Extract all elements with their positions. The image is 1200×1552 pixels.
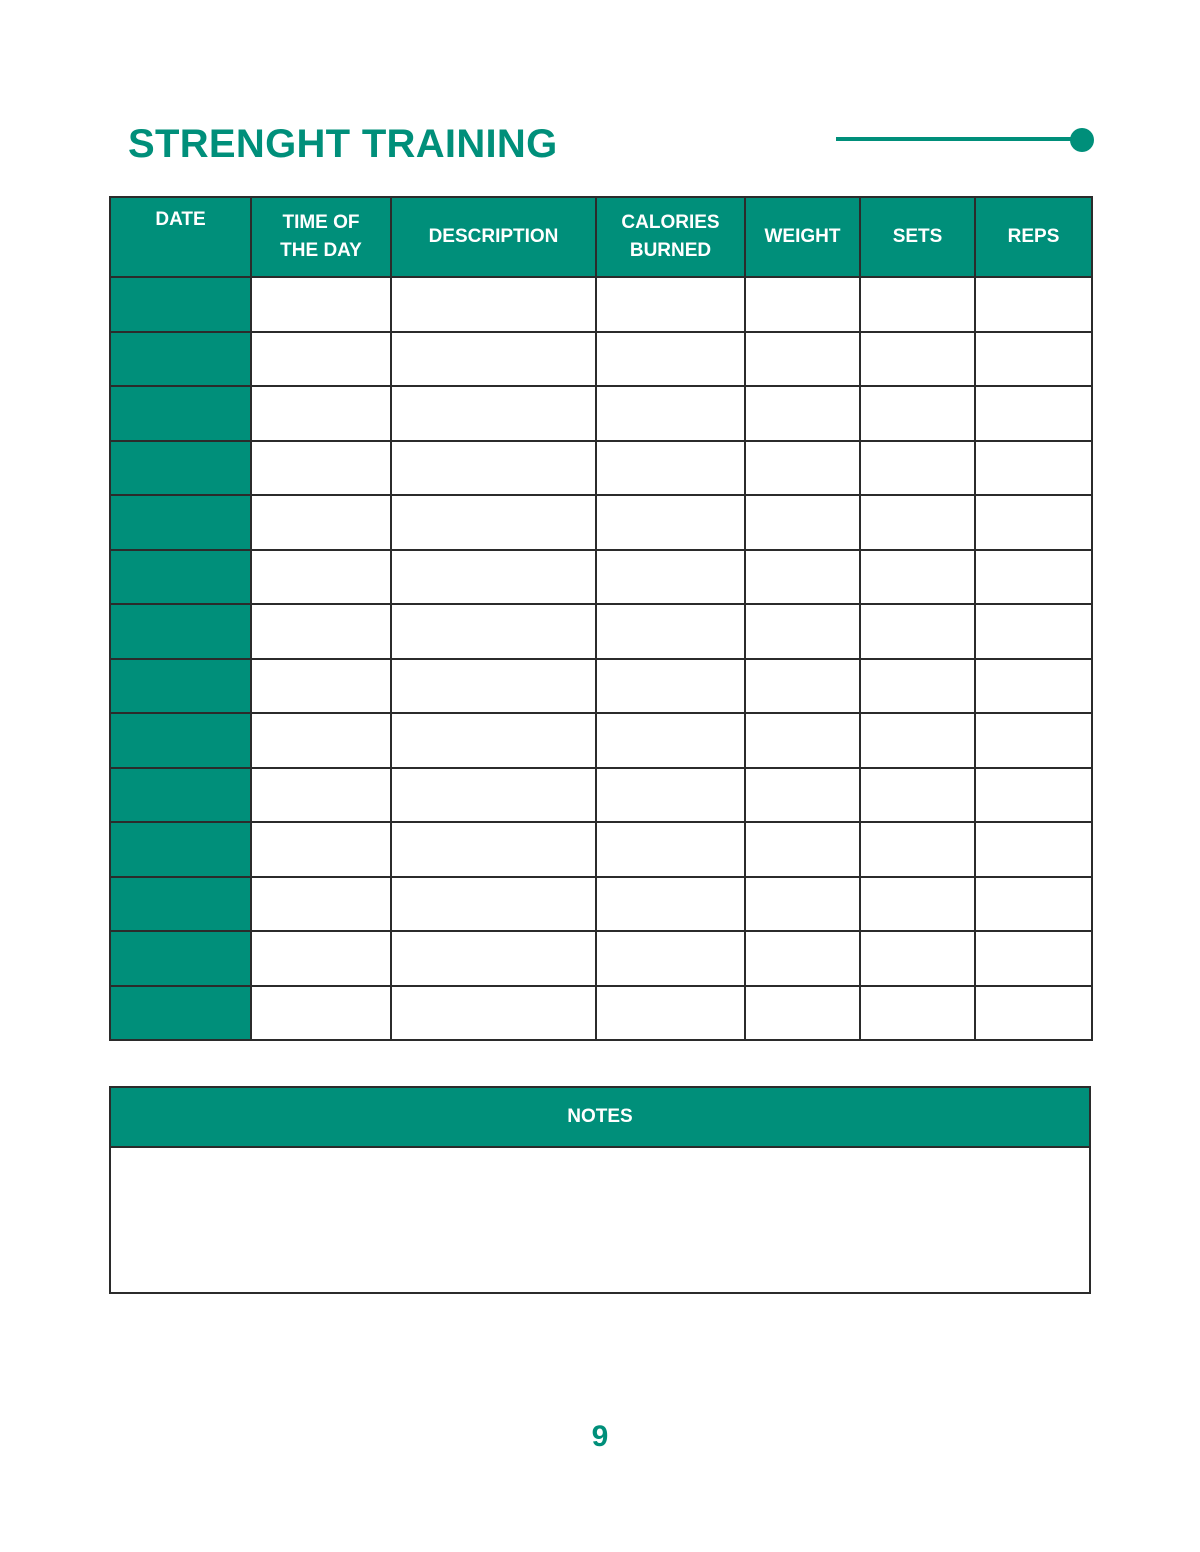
table-row [110, 386, 1092, 441]
time-of-day-cell[interactable] [251, 332, 391, 387]
weight-cell[interactable] [745, 713, 860, 768]
notes-box [109, 1086, 1091, 1294]
sets-cell[interactable] [860, 986, 975, 1041]
column-header-date: DATE [110, 197, 251, 277]
weight-cell[interactable] [745, 822, 860, 877]
table-row [110, 713, 1092, 768]
date-cell[interactable] [110, 822, 251, 877]
description-cell[interactable] [391, 877, 596, 932]
sets-cell[interactable] [860, 877, 975, 932]
weight-cell[interactable] [745, 332, 860, 387]
sets-cell[interactable] [860, 386, 975, 441]
decorative-line [836, 137, 1082, 141]
weight-cell[interactable] [745, 604, 860, 659]
time-of-day-cell[interactable] [251, 550, 391, 605]
column-header-description: DESCRIPTION [391, 197, 596, 277]
calories-burned-cell[interactable] [596, 495, 745, 550]
time-of-day-cell[interactable] [251, 877, 391, 932]
weight-cell[interactable] [745, 659, 860, 714]
page-title: STRENGHT TRAINING [128, 122, 558, 166]
weight-cell[interactable] [745, 768, 860, 823]
table-row [110, 768, 1092, 823]
sets-cell[interactable] [860, 277, 975, 332]
description-cell[interactable] [391, 768, 596, 823]
reps-cell[interactable] [975, 659, 1092, 714]
column-header-calories-burned-label: CALORIES BURNED [621, 212, 720, 261]
time-of-day-cell[interactable] [251, 495, 391, 550]
reps-cell[interactable] [975, 604, 1092, 659]
weight-cell[interactable] [745, 386, 860, 441]
table-row [110, 986, 1092, 1041]
time-of-day-cell[interactable] [251, 386, 391, 441]
calories-burned-cell[interactable] [596, 550, 745, 605]
date-cell[interactable] [110, 441, 251, 496]
description-cell[interactable] [391, 277, 596, 332]
description-cell[interactable] [391, 931, 596, 986]
table-row [110, 931, 1092, 986]
table-row [110, 659, 1092, 714]
date-cell[interactable] [110, 931, 251, 986]
weight-cell[interactable] [745, 277, 860, 332]
description-cell[interactable] [391, 659, 596, 714]
calories-burned-cell[interactable] [596, 441, 745, 496]
description-cell[interactable] [391, 822, 596, 877]
table-row [110, 604, 1092, 659]
calories-burned-cell[interactable] [596, 386, 745, 441]
date-cell[interactable] [110, 386, 251, 441]
weight-cell[interactable] [745, 877, 860, 932]
description-cell[interactable] [391, 386, 596, 441]
page-number: 9 [591, 1420, 609, 1453]
date-cell[interactable] [110, 550, 251, 605]
table-row [110, 877, 1092, 932]
reps-cell[interactable] [975, 277, 1092, 332]
calories-burned-cell[interactable] [596, 822, 745, 877]
table-row [110, 550, 1092, 605]
date-cell[interactable] [110, 659, 251, 714]
time-of-day-cell[interactable] [251, 604, 391, 659]
date-cell[interactable] [110, 495, 251, 550]
table-row [110, 277, 1092, 332]
reps-cell[interactable] [975, 986, 1092, 1041]
reps-cell[interactable] [975, 931, 1092, 986]
description-cell[interactable] [391, 986, 596, 1041]
time-of-day-cell[interactable] [251, 768, 391, 823]
reps-cell[interactable] [975, 495, 1092, 550]
date-cell[interactable] [110, 604, 251, 659]
description-cell[interactable] [391, 441, 596, 496]
column-header-reps: REPS [975, 197, 1092, 277]
sets-cell[interactable] [860, 659, 975, 714]
weight-cell[interactable] [745, 986, 860, 1041]
time-of-day-cell[interactable] [251, 986, 391, 1041]
table-header-row [110, 197, 1092, 277]
reps-cell[interactable] [975, 877, 1092, 932]
description-cell[interactable] [391, 604, 596, 659]
weight-cell[interactable] [745, 441, 860, 496]
table-row [110, 495, 1092, 550]
sets-cell[interactable] [860, 604, 975, 659]
reps-cell[interactable] [975, 441, 1092, 496]
notes-header: NOTES [111, 1088, 1089, 1148]
sets-cell[interactable] [860, 931, 975, 986]
description-cell[interactable] [391, 713, 596, 768]
reps-cell[interactable] [975, 768, 1092, 823]
calories-burned-cell[interactable] [596, 659, 745, 714]
calories-burned-cell[interactable] [596, 604, 745, 659]
calories-burned-cell[interactable] [596, 277, 745, 332]
date-cell[interactable] [110, 877, 251, 932]
reps-cell[interactable] [975, 713, 1092, 768]
table-row [110, 332, 1092, 387]
strength-training-log-table [109, 196, 1093, 1041]
table-row [110, 441, 1092, 496]
calories-burned-cell[interactable] [596, 332, 745, 387]
sets-cell[interactable] [860, 713, 975, 768]
description-cell[interactable] [391, 332, 596, 387]
calories-burned-cell[interactable] [596, 931, 745, 986]
weight-cell[interactable] [745, 931, 860, 986]
time-of-day-cell[interactable] [251, 713, 391, 768]
calories-burned-cell[interactable] [596, 986, 745, 1041]
date-cell[interactable] [110, 277, 251, 332]
column-header-time-of-day [251, 197, 391, 277]
date-cell[interactable] [110, 768, 251, 823]
sets-cell[interactable] [860, 441, 975, 496]
decorative-dot [1070, 128, 1094, 152]
reps-cell[interactable] [975, 386, 1092, 441]
reps-cell[interactable] [975, 332, 1092, 387]
reps-cell[interactable] [975, 550, 1092, 605]
weight-cell[interactable] [745, 495, 860, 550]
weight-cell[interactable] [745, 550, 860, 605]
table-body [110, 277, 1092, 1040]
description-cell[interactable] [391, 550, 596, 605]
column-header-time-of-day-label: TIME OF THE DAY [280, 212, 362, 261]
sets-cell[interactable] [860, 495, 975, 550]
date-cell[interactable] [110, 986, 251, 1041]
time-of-day-cell[interactable] [251, 822, 391, 877]
time-of-day-cell[interactable] [251, 931, 391, 986]
column-header-weight: WEIGHT [745, 197, 860, 277]
date-cell[interactable] [110, 332, 251, 387]
date-cell[interactable] [110, 713, 251, 768]
calories-burned-cell[interactable] [596, 877, 745, 932]
sets-cell[interactable] [860, 550, 975, 605]
sets-cell[interactable] [860, 822, 975, 877]
sets-cell[interactable] [860, 768, 975, 823]
time-of-day-cell[interactable] [251, 659, 391, 714]
time-of-day-cell[interactable] [251, 441, 391, 496]
description-cell[interactable] [391, 495, 596, 550]
calories-burned-cell[interactable] [596, 768, 745, 823]
calories-burned-cell[interactable] [596, 713, 745, 768]
notes-field[interactable] [111, 1148, 1089, 1292]
column-header-sets: SETS [860, 197, 975, 277]
reps-cell[interactable] [975, 822, 1092, 877]
sets-cell[interactable] [860, 332, 975, 387]
time-of-day-cell[interactable] [251, 277, 391, 332]
column-header-calories-burned [596, 197, 745, 277]
table-row [110, 822, 1092, 877]
